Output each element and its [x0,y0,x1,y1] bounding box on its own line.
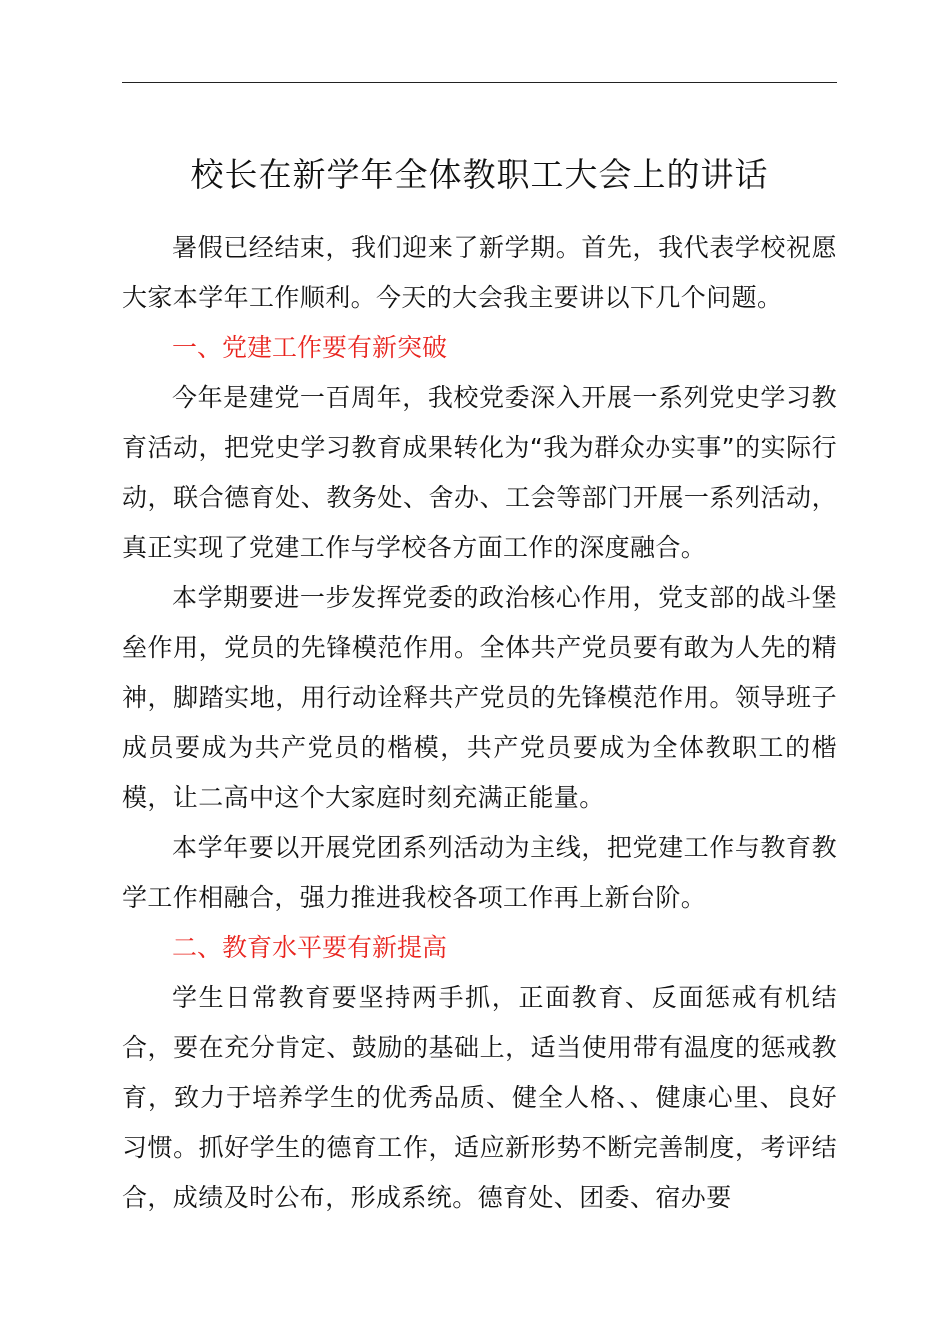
header-rule [122,82,837,83]
section-1-heading: 一、党建工作要有新突破 [172,333,448,362]
section-2-paragraph-1: 学生日常教育要坚持两手抓，正面教育、反面惩戒有机结合，要在充分肯定、鼓励的基础上，适当使用带有温度的惩戒教育，致力于培养学生的优秀品质、健全人格、、健康心里、良好习惯。抓好学生的德育工作，适应新形势不断完善制度，考评结合，成绩及时公布，形成系统。德育处、团委、宿办要 [122,983,837,1212]
document-title: 校长在新学年全体教职工大会上的讲话 [190,155,769,194]
section-2-heading: 二、教育水平要有新提高 [172,933,448,962]
section-1-paragraph-2: 本学期要进一步发挥党委的政治核心作用，党支部的战斗堡垒作用，党员的先锋模范作用。全体共产党员要有敢为人先的精神，脚踏实地，用行动诠释共产党员的先锋模范作用。领导班子成员要成为共产党员的楷模，共产党员要成为全体教职工的楷模，让二高中这个大家庭时刻充满正能量。 [122,583,837,812]
document-body [122,223,837,1223]
intro-paragraph: 暑假已经结束，我们迎来了新学期。首先，我代表学校祝愿大家本学年工作顺利。今天的大会我主要讲以下几个问题。 [122,233,837,312]
section-1-paragraph-1: 今年是建党一百周年，我校党委深入开展一系列党史学习教育活动，把党史学习教育成果转化为“我为群众办实事”的实际行动，联合德育处、教务处、舍办、工会等部门开展一系列活动，真正实现了党建工作与学校各方面工作的深度融合。 [122,383,837,562]
section-1-paragraph-3: 本学年要以开展党团系列活动为主线，把党建工作与教育教学工作相融合，强力推进我校各项工作再上新台阶。 [122,833,837,912]
